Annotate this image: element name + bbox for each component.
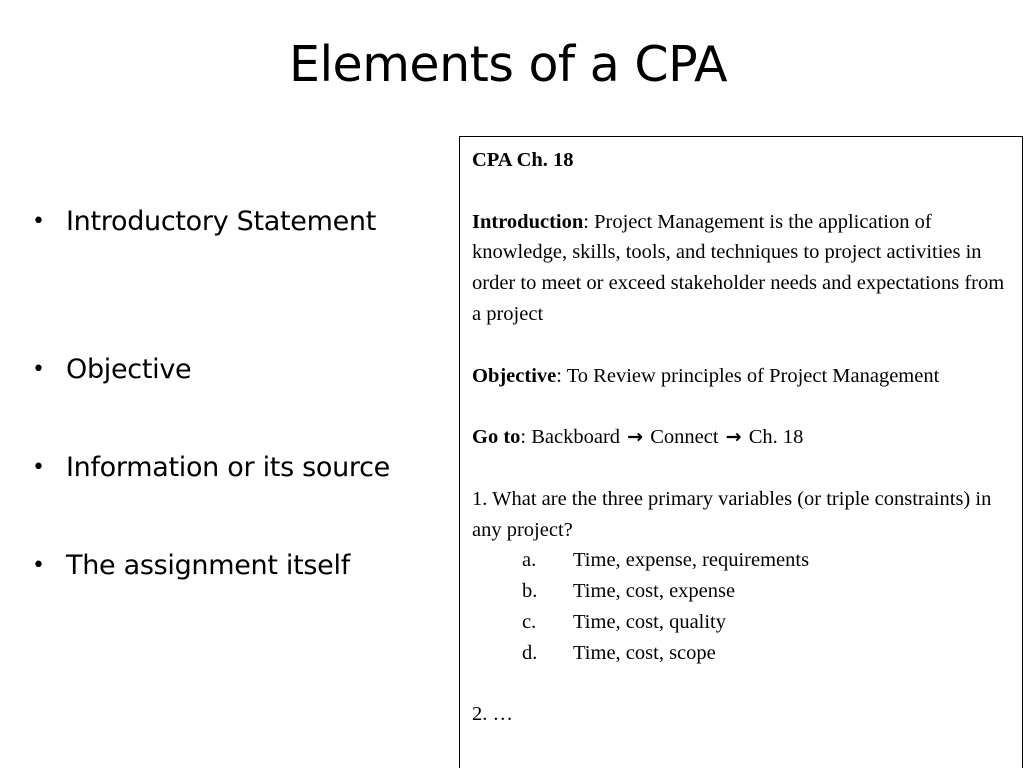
question-1: 1. What are the three primary variables (or triple constraints) in any project? (472, 487, 992, 541)
bullet-icon: • (32, 209, 45, 234)
right-arrow-icon: → (725, 426, 742, 449)
answer-option-c: c. Time, cost, quality (522, 610, 726, 633)
bullet-item-assignment-itself (32, 549, 432, 583)
bullet-text: Objective (66, 354, 192, 385)
bullet-item-information-source (32, 451, 432, 485)
objective-text: To Review principles of Project Management (561, 364, 940, 387)
bullet-text: The assignment itself (66, 550, 350, 581)
bullet-icon: • (32, 455, 45, 480)
objective-paragraph: Objective: To Review principles of Project Management (472, 364, 940, 387)
bullet-text: Information or its source (66, 452, 390, 483)
bullet-item-objective (32, 353, 432, 387)
cpa-example-box (459, 136, 1023, 768)
bullet-text: Introductory Statement (66, 206, 377, 237)
slide-title: Elements of a CPA (288, 36, 728, 93)
goto-label: Go to (472, 426, 521, 449)
bullet-item-introductory-statement (32, 205, 432, 239)
right-arrow-icon: → (627, 426, 644, 449)
bullet-icon: • (32, 357, 45, 382)
answer-option-b: b. Time, cost, expense (522, 580, 736, 603)
cpa-heading: CPA Ch. 18 (472, 149, 574, 171)
introduction-label: Introduction (472, 210, 584, 233)
objective-label: Objective (472, 364, 557, 387)
question-2: 2. … (472, 703, 513, 726)
answer-option-a: a. Time, expense, requirements (522, 549, 810, 572)
introduction-text: Project Management is the application of knowledge, skills, tools, and techniques to project activities in order to meet or exceed stakeholder needs and expectations from a project (472, 210, 1005, 325)
introduction-paragraph: Introduction: Project Management is the application of knowledge, skills, tools, and techniques to project activities in order to meet or exceed stakeholder needs and expectations from a project (472, 210, 1005, 325)
goto-paragraph: Go to: Backboard → Connect → Ch. 18 (472, 422, 1012, 453)
bullet-icon: • (32, 553, 45, 578)
answer-option-d: d. Time, cost, scope (522, 641, 716, 664)
